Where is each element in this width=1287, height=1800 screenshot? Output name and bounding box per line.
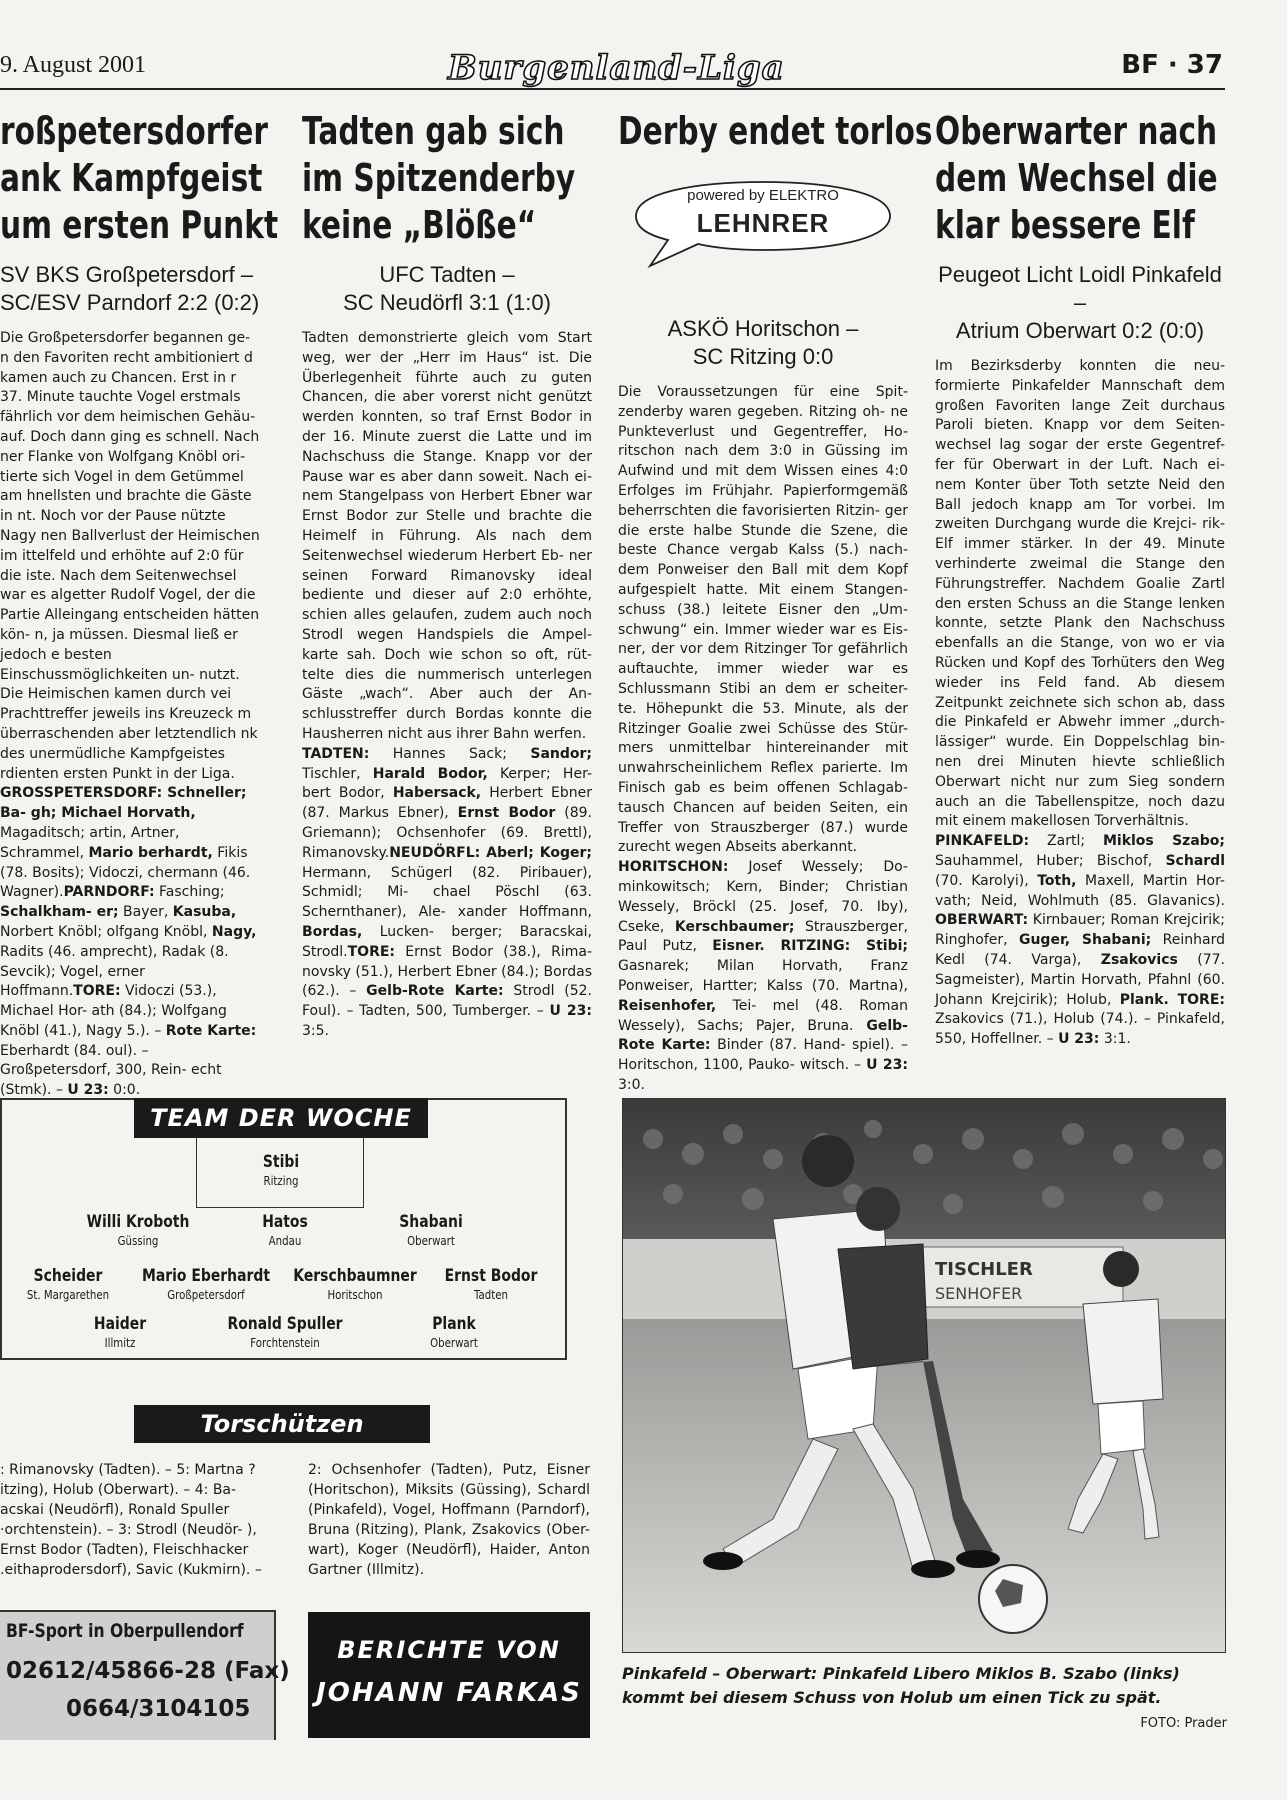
lineup-bold: Miklos Szabo; xyxy=(1102,833,1225,850)
team-player xyxy=(215,1314,355,1350)
lineup-bold: Eisner. xyxy=(712,938,765,955)
lineup-text: Bayer, xyxy=(118,904,173,921)
lineup-bold: PINKAFELD: xyxy=(935,833,1030,850)
lineup-text: Lucken- berger; Baracskai, Strodl. xyxy=(302,923,592,960)
reporter-box xyxy=(308,1612,590,1738)
bf-sport-phone: 0664/3104105 xyxy=(66,1696,251,1722)
team-of-week-title: TEAM DER WOCHE xyxy=(134,1098,428,1138)
lineup-text: (77. Sagmeister), Martin Horvath, Pfahnl (60. Johann Krejcirik); Holub, xyxy=(935,951,1225,1008)
player-name: Mario Eberhardt xyxy=(141,1266,271,1286)
lineup xyxy=(618,858,908,1096)
player-club: Horitschon xyxy=(327,1288,383,1302)
lineup-text: Binder (87. Hand- spiel). – Horitschon, 1100, Pauko- witsch. – xyxy=(618,1037,908,1074)
match-result xyxy=(618,315,908,371)
banner-text: TISCHLER xyxy=(935,1259,1033,1280)
player-name: Haider xyxy=(93,1314,147,1334)
lineup-text: Strauszberger, Paul Putz, xyxy=(618,918,908,955)
bf-sport-office: BF-Sport in Oberpullendorf xyxy=(6,1620,244,1642)
lineup-text: Hannes Sack; xyxy=(369,745,531,762)
lineup-bold: Kerschbaumer; xyxy=(674,918,795,935)
match-line: SV BKS Großpetersdorf – xyxy=(0,262,254,287)
lineup-bold: Schardl xyxy=(1165,852,1225,869)
article-headline xyxy=(302,108,596,249)
lineup-text: Kirnbauer; Roman Krejcirik; Ringhofer, xyxy=(935,912,1225,949)
lineup-text: 3:0. xyxy=(618,1076,645,1093)
player-club: Andau xyxy=(268,1234,302,1248)
player-club: Oberwart xyxy=(407,1234,455,1248)
player-name: Kerschbaumner xyxy=(293,1266,417,1286)
section-title: Burgenland-Liga xyxy=(448,48,785,88)
lineup-text: (89. Griemann); Ochsenhofer (69. Brettl), Rimanovsky. xyxy=(302,805,592,861)
lineup xyxy=(935,832,1225,1050)
lineup-bold: Kasuba, xyxy=(172,904,237,921)
photo-credit: FOTO: Prader xyxy=(1140,1716,1227,1731)
lineup-text: Tischler, xyxy=(302,765,373,782)
headline-line: um ersten Punkt xyxy=(0,203,279,247)
lineup-text: Fasching; xyxy=(154,884,225,901)
lineup-bold: Rote Karte: xyxy=(165,1022,257,1039)
lineup-bold: Habersack, xyxy=(392,785,482,802)
headline-line: ank Kampfgeist xyxy=(0,156,263,200)
lineup-bold: U 23: xyxy=(1058,1031,1100,1048)
lineup-text: Magaditsch; artin, Artner, Schrammel, xyxy=(0,824,180,861)
article-headline xyxy=(935,108,1229,249)
lineup-bold: Nagy, xyxy=(211,923,257,940)
lineup-bold: RITZING: Stibi; xyxy=(764,938,908,955)
reporter-label: BERICHTE VON xyxy=(337,1636,561,1664)
match-result xyxy=(0,261,260,317)
lineup-bold: Zsakovics xyxy=(1100,951,1178,968)
lineup-text: Norbert Knöbl; olfgang Knöbl, xyxy=(0,923,212,940)
sponsor-bubble xyxy=(628,178,898,270)
lineup-bold: TORE: xyxy=(347,943,396,960)
lineup-bold: Harald Bodor, xyxy=(372,765,488,782)
player-name: Scheider xyxy=(33,1266,103,1286)
lineup-text: Zsakovics (71.), Holub (74.). – Pinkafeld, 550, Hoffellner. – xyxy=(935,1011,1225,1048)
team-player xyxy=(434,1266,547,1302)
lineup-bold: PARNDORF: xyxy=(63,884,155,901)
lineup-text: Sauhammel, Huber; Bischof, xyxy=(935,852,1166,869)
photo-caption: Pinkafeld – Oberwart: Pinkafeld Libero Miklos B. Szabo (links) kommt bei diesem Schuss von Holub um einen Tick zu spät. xyxy=(622,1664,1180,1707)
article-tadten xyxy=(302,108,592,1042)
lineup-text: Gasnarek; Milan Horvath, Franz Ponweiser, Hartter; Kalss (70. Martna), xyxy=(618,958,908,994)
lineup-text: Tei- mel (48. Roman Wessely), Sachs; Pajer, Bruna. xyxy=(618,997,908,1034)
lineup-text: Maxell, Martin Hor- vath; Neid, Wohlmuth (85. Glavanics). xyxy=(935,872,1225,909)
lineup-text: Herbert Ebner (87. Markus Ebner), xyxy=(302,785,592,822)
lineup-bold: Gelb-Rote Karte: xyxy=(366,983,504,1000)
team-player xyxy=(20,1266,117,1302)
article-body: Im Bezirksderby konnten die neu- formierte Pinkafelder Mannschaft dem großen Favoriten lange Zeit durchaus Paroli bieten. Knapp vor dem Seiten- wechsel lag sogar der erste Gegentref- fer für Oberwart in der Luft. Nach ei- nem Konter über Toth setzte Neid den Ball jedoch knapp am Tor vorbei. Im zweiten Durchgang wurde die Krejci- rik-Elf immer stärker. In der 49. Minute verhinderte zweimal die Stange den Führungstreffer. Nachdem Goalie Zartl den ersten Schuss an die Stange lenken konnte, setzte Plank den Nachschuss ebenfalls an die Stange, von wo er via Rücken und Kopf des Torhüters den Weg wieder ins Feld fand. Ab diesem Zeitpunkt zeichnete sich schon ab, dass die Pinkafeld er Abwehr immer „durch- lässiger“ wurde. Ein Doppelschlag bin- nen drei Minuten hievte schließlich Oberwart nicht nur zum Sieg sondern auch an die Tabellenspitze, noch dazu mit einem makellosen Torverhältnis. xyxy=(935,358,1225,830)
headline-line: Tadten gab sich xyxy=(302,109,565,153)
lineup-bold: Reisenhofer, xyxy=(618,997,717,1014)
match-result xyxy=(302,261,592,317)
lineup-bold: Guger, Shabani; xyxy=(1018,932,1152,949)
team-player xyxy=(128,1266,284,1302)
headline-line: Derby endet torlos xyxy=(618,109,933,153)
player-club: St. Margarethen xyxy=(26,1288,110,1302)
lineup-text: Vidoczi (53.), Michael Hor- ath (84.); Wolfgang Knöbl (41.), Nagy 5.). – xyxy=(0,983,227,1039)
article-body: Die Großpetersdorfer begannen ge- n den Favoriten recht ambitioniert d kamen auch zu Chancen. Erst in r 37. Minute tauchte Vogel erstmals fährlich vor dem heimischen Gehäu- auf. Doch dann ging es schnell. Nach ner Flanke von Wolfgang Knöbl ori- tierte sich Vogel in dem Getümmel am hnellsten und brachte die Gäste in nt. Noch vor der Pause nützte Nagy nen Ballverlust der Heimischen im ittelfeld und erhöhte auf 2:0 für die iste. Nach dem Seitenwechsel war es algetter Rudolf Vogel, der die Partie Alleingang entscheiden hätten kön- n, ja müssen. Diesmal ließ er jedoch e besten Einschussmöglichkeiten un- nutzt. Die Heimischen kamen durch vei Prachttreffer jeweils ins Kreuzeck m überraschenden aber letztendlich nk des unermüdliche Kampfgeistes rdienten ersten Punkt in der Liga. xyxy=(0,330,260,782)
lineup-bold: U 23: xyxy=(549,1003,592,1020)
issue-date: 9. August 2001 xyxy=(0,52,147,78)
lineup-bold: GROSSPETERSDORF: Schneller; Ba- gh; Michael Horvath, xyxy=(0,785,247,822)
lineup xyxy=(0,784,260,1101)
lineup-text: 3:1. xyxy=(1099,1031,1131,1048)
player-club: Forchtenstein xyxy=(250,1336,320,1350)
lineup-bold: Mario berhardt, xyxy=(88,844,213,861)
match-result xyxy=(935,261,1225,345)
bf-sport-fax: 02612/45866-28 (Fax) xyxy=(6,1658,290,1684)
player-club: Oberwart xyxy=(430,1336,478,1350)
team-player xyxy=(88,1314,152,1350)
team-player xyxy=(392,1212,469,1248)
article-body: Die Voraussetzungen für eine Spit- zenderby waren gegeben. Ritzing oh- ne Punkteverlust und Gegentreffer, Ho- ritschon nach dem 3:0 in Güssing im Aufwind und mit dem Wissen eines 4:0 Erfolges im Frühjahr. Papierformgemäß beherrschten die favorisierten Ritzin- ger die erste halbe Stunde die Szene, die beste Chance vergab Kalss (5.) nach- dem Ponweiser den Ball mit dem Kopf aufgespielt hatte. Mit einem Stangen- schuss (38.) leitete Eisner den „Um- schwung“ ein. Immer wieder war es Eis- ner, der vor dem Ritzinger Tor gefährlich auftauchte, immer wieder war es Schlussmann Stibi an dem er scheiter- te. Höhepunkt die 53. Minute, als der Ritzinger Goalie zwei Schüsse des Stür- mers unmittelbar hintereinander mit unwahrscheinlichem Reflex parierte. Im Finisch gab es beim offenen Schlagab- tausch Chancen auf beiden Seiten, ein Treffer von Strauszberger (87.) wurde zurecht wegen Abseits aberkannt. xyxy=(618,384,908,856)
team-player xyxy=(259,1152,303,1188)
banner-text: SENHOFER xyxy=(935,1284,1023,1303)
sponsor-name: LEHNRER xyxy=(696,208,830,238)
headline-line: im Spitzenderby xyxy=(302,156,576,200)
match-line: ASKÖ Horitschon – xyxy=(667,316,859,341)
match-line: Peugeot Licht Loidl Pinkafeld – xyxy=(938,262,1222,315)
lineup xyxy=(302,745,592,1042)
team-player xyxy=(426,1314,482,1350)
lineup-text: 0:0. xyxy=(108,1082,141,1099)
lineup-bold: HORITSCHON: xyxy=(618,859,729,876)
player-name: Ernst Bodor xyxy=(444,1266,538,1286)
player-name: Shabani xyxy=(399,1212,463,1232)
headline-line: dem Wechsel die xyxy=(935,156,1218,200)
team-player xyxy=(257,1212,313,1248)
lineup-text: Josef Wessely; Do- minkowitsch; Kern, Binder; Christian Wessely, Bröckl (25. Josef, 70. Iby), Cseke, xyxy=(618,859,908,935)
lineup-bold: TORE: xyxy=(73,983,121,1000)
bf-sport-contact-box xyxy=(0,1610,290,1740)
article-grosspetersdorf xyxy=(0,108,279,1101)
match-line: SC Neudörfl 3:1 (1:0) xyxy=(343,290,551,315)
lineup-bold: TADTEN: xyxy=(302,745,370,762)
lineup-text: Hermann, Schügerl (82. Piribauer), Schmidl; Mi- chael Pöschl (63. Schernthaner), Ale- xander Hoffmann, xyxy=(302,864,592,921)
lineup-bold: Toth, xyxy=(1037,872,1077,889)
lineup-bold: Plank. xyxy=(1119,991,1169,1008)
team-player xyxy=(280,1266,431,1302)
top-scorers-title: Torschützen xyxy=(134,1405,430,1443)
player-club: Ritzing xyxy=(263,1174,299,1188)
top-scorers-right: 2: Ochsenhofer (Tadten), Putz, Eisner (Horitschon), Miksits (Güssing), Schardl (Pinkafeld), Vogel, Hoffmann (Parndorf), Bruna (Ritzing), Plank, Zsakovics (Ober- wart), Koger (Neudörfl), Haider, Anton Gartner (Illmitz). xyxy=(308,1462,590,1578)
headline-line: roßpetersdorfer xyxy=(0,109,268,153)
lineup-text: Kerper; Her- bert Bodor, xyxy=(302,765,592,802)
match-line: SC Ritzing 0:0 xyxy=(692,344,834,369)
lineup-bold: OBERWART: xyxy=(935,912,1029,929)
article-pinkafeld xyxy=(935,108,1225,1050)
lineup-bold: Ernst Bodor xyxy=(457,805,556,822)
player-name: Plank xyxy=(432,1314,476,1334)
lineup-text: Ernst Bodor (38.), Rima- novsky (51.), Herbert Ebner (84.); Bordas (62.). – xyxy=(302,943,592,1000)
match-photo xyxy=(622,1098,1226,1653)
headline-line: keine „Blöße“ xyxy=(302,203,537,247)
top-scorers-left: : Rimanovsky (Tadten). – 5: Martna ?itzing), Holub (Oberwart). – 4: Ba- acskai (Neudörfl), Ronald Spuller ·orchtenstein). – 3: Strodl (Neudör- ), Ernst Bodor (Tadten), Fleischhacker .eithaprodersdorf), Savic (Kukmirn). – xyxy=(0,1462,262,1578)
player-name: Ronald Spuller xyxy=(227,1314,343,1334)
lineup-bold: TORE: xyxy=(1168,991,1225,1008)
player-name: Stibi xyxy=(262,1152,300,1172)
reporter-name: JOHANN FARKAS xyxy=(316,1678,582,1708)
player-club: Tadten xyxy=(473,1288,509,1302)
player-club: Großpetersdorf xyxy=(167,1288,245,1302)
player-club: Güssing xyxy=(117,1234,159,1248)
lineup-bold: Bordas, xyxy=(302,923,363,940)
lineup-text: Zartl; xyxy=(1029,833,1103,850)
match-line: SC/ESV Parndorf 2:2 (0:2) xyxy=(0,290,260,315)
lineup-bold: NEUDÖRFL: Aberl; Koger; xyxy=(389,844,592,861)
player-name: Willi Kroboth xyxy=(86,1212,190,1232)
football-photo-icon xyxy=(623,1099,1226,1653)
player-name: Hatos xyxy=(262,1212,308,1232)
headline-line: Oberwarter nach xyxy=(935,109,1218,153)
lineup-bold: Gelb-Rote Karte: xyxy=(618,1017,908,1054)
headline-line: klar bessere Elf xyxy=(935,203,1195,247)
lineup-bold: U 23: xyxy=(67,1082,109,1099)
page-number: BF · 37 xyxy=(1121,50,1223,80)
lineup-text: Strodl (52. Foul). – Tadten, 500, Tumberger. – xyxy=(302,983,592,1020)
match-line: Atrium Oberwart 0:2 (0:0) xyxy=(955,318,1205,343)
lineup-text: Reinhard Kedl (74. Varga), xyxy=(935,932,1225,968)
page-header xyxy=(0,0,1287,90)
sponsor-powered: powered by ELEKTRO xyxy=(687,187,839,204)
player-club: Illmitz xyxy=(104,1336,136,1350)
match-line: UFC Tadten – xyxy=(379,262,515,287)
header-rule xyxy=(0,88,1225,90)
lineup-bold: Sandor; xyxy=(530,745,592,762)
lineup-bold: Schalkham- er; xyxy=(0,904,119,921)
article-headline xyxy=(0,108,279,249)
article-headline xyxy=(618,108,933,155)
lineup-text: Eberhardt (84. oul). – Großpetersdorf, 300, Rein- echt (Stmk). – xyxy=(0,1042,222,1099)
lineup-bold: U 23: xyxy=(866,1057,908,1074)
lineup-text: (70. Karolyi), xyxy=(935,872,1038,889)
lineup-text: Fikis (78. Bosits); Vidoczi, chermann (46. Wagner). xyxy=(0,844,251,901)
lineup-text: 3:5. xyxy=(302,1022,329,1039)
lineup-text: Radits (46. amprecht), Radak (8. Sevcik); Vogel, erner Hoffmann. xyxy=(0,943,229,1000)
article-body: Tadten demonstrierte gleich vom Start weg, wer der „Herr im Haus“ ist. Die Überlegenheit führte auch zu guten Chancen, die aber vorerst nicht genützt werden konnten, so traf Ernst Bodor in der 16. Minute zuerst die Latte und im Nachschuss die Stange. Knapp vor der Pause war es aber dann soweit. Nach ei- nem Stangelpass von Herbert Ebner war Ernst Bodor zur Stelle und brachte die Heimelf in Führung. Als nach dem Seitenwechsel wiederum Herbert Eb- ner seinen Forward Rimanovsky ideal bediente und dieser auf 2:0 erhöhte, schien alles gelaufen, zudem auch noch Strodl wegen Handspiels die Ampel- karte sah. Doch wie schon so oft, rüt- telte dies die nummerisch unterlegen Gäste „wach“. Aber auch der An- schlusstreffer durch Bordas konnte die Hausherren nicht aus ihrer Bahn werfen. xyxy=(302,330,592,742)
team-player xyxy=(75,1212,200,1248)
